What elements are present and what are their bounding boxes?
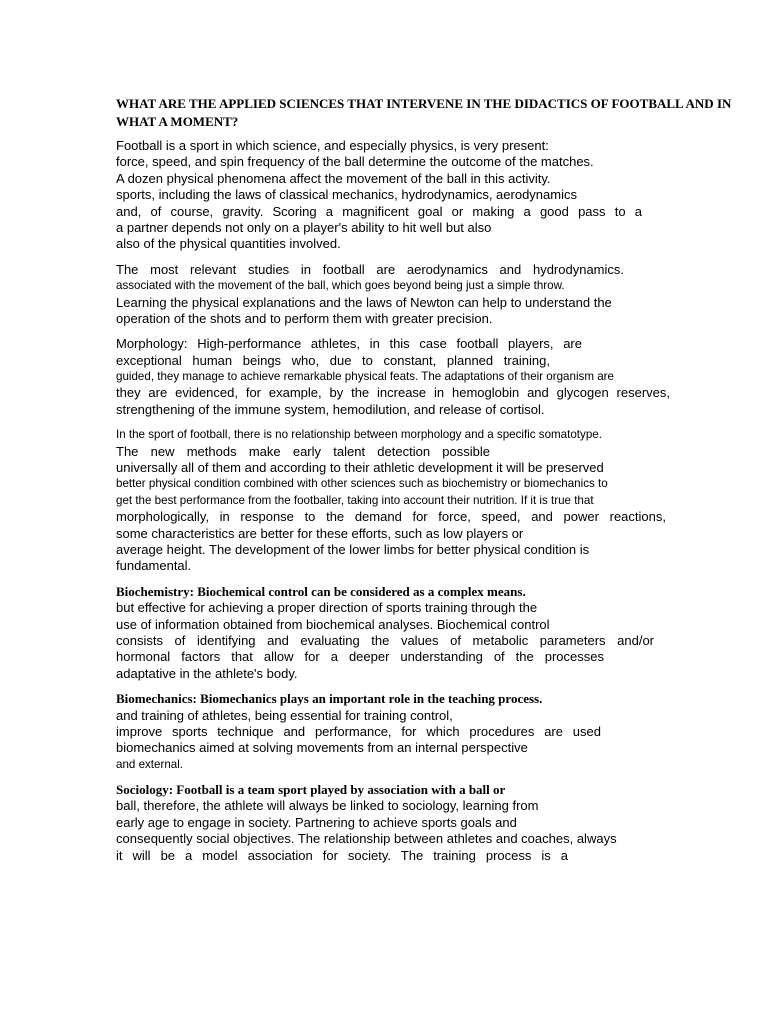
text-line: hormonal factors that allow for a deeper understanding of the processes bbox=[116, 649, 604, 665]
text-line: improve sports technique and performance, for which procedures are used bbox=[116, 723, 601, 739]
text-line: and external. bbox=[116, 757, 184, 771]
text-line: Learning the physical explanations and the laws of Newton can help to understand the bbox=[116, 294, 612, 310]
text-line: biomechanics aimed at solving movements from an internal perspective bbox=[116, 740, 528, 756]
paragraph-somatotype bbox=[116, 427, 686, 575]
text-line: early age to engage in society. Partnering to achieve sports goals and bbox=[116, 814, 517, 830]
text-line: average height. The development of the lower limbs for better physical condition is bbox=[116, 541, 590, 557]
text-line: exceptional human beings who, due to constant, planned training, bbox=[116, 352, 550, 368]
paragraph-morphology bbox=[116, 336, 686, 418]
text-line: universally all of them and according to their athletic development it will be preserved bbox=[116, 460, 604, 476]
section-heading-line: Sociology: Football is a team sport played by association with a ball or bbox=[116, 782, 506, 798]
document-page bbox=[116, 95, 732, 873]
text-line: Football is a sport in which science, and especially physics, is very present: bbox=[116, 138, 549, 153]
text-line: A dozen physical phenomena affect the movement of the ball in this activity. bbox=[116, 170, 551, 186]
text-line: it will be a model association for society. The training process is a bbox=[116, 847, 568, 863]
text-line: fundamental. bbox=[116, 558, 192, 574]
section-heading-line: Biochemistry: Biochemical control can be considered as a complex means. bbox=[116, 583, 526, 599]
text-line: consequently social objectives. The relationship between athletes and coaches, always bbox=[116, 831, 617, 847]
paragraph-aerodynamics bbox=[116, 262, 686, 328]
text-line: The new methods make early talent detection possible bbox=[116, 443, 490, 459]
text-line: ball, therefore, the athlete will always be linked to sociology, learning from bbox=[116, 798, 539, 814]
text-line: force, speed, and spin frequency of the ball determine the outcome of the matches. bbox=[116, 154, 594, 170]
document-title bbox=[116, 95, 732, 131]
text-line: associated with the movement of the ball, which goes beyond being just a simple throw. bbox=[116, 279, 565, 293]
text-line: but effective for achieving a proper direction of sports training through the bbox=[116, 600, 538, 616]
paragraph-physics bbox=[116, 138, 686, 253]
text-line: a partner depends not only on a player's ability to hit well but also bbox=[116, 219, 492, 235]
text-line: and, of course, gravity. Scoring a magnificent goal or making a good pass to a bbox=[116, 203, 642, 219]
text-line: In the sport of football, there is no relationship between morphology and a specific somatotype. bbox=[116, 428, 602, 442]
text-line: strengthening of the immune system, hemodilution, and release of cortisol. bbox=[116, 401, 545, 417]
paragraph-biomechanics bbox=[116, 691, 686, 773]
text-line: better physical condition combined with other sciences such as biochemistry or biomechanics to bbox=[116, 477, 608, 491]
text-line: morphologically, in response to the demand for force, speed, and power reactions, bbox=[116, 509, 666, 525]
text-line: get the best performance from the footballer, taking into account their nutrition. If it is true that bbox=[116, 493, 594, 507]
text-line: adaptative in the athlete's body. bbox=[116, 665, 298, 681]
text-line: and training of athletes, being essential for training control, bbox=[116, 707, 453, 723]
text-line: sports, including the laws of classical mechanics, hydrodynamics, aerodynamics bbox=[116, 187, 577, 203]
text-line: they are evidenced, for example, by the increase in hemoglobin and glycogen reserves, bbox=[116, 385, 670, 401]
title-line: WHAT ARE THE APPLIED SCIENCES THAT INTERVENE IN THE DIDACTICS OF FOOTBALL AND IN bbox=[116, 96, 732, 111]
text-line: The most relevant studies in football are aerodynamics and hydrodynamics. bbox=[116, 261, 624, 277]
text-line: some characteristics are better for these efforts, such as low players or bbox=[116, 525, 524, 541]
paragraph-biochemistry bbox=[116, 584, 686, 682]
text-line: use of information obtained from biochemical analyses. Biochemical control bbox=[116, 616, 550, 632]
text-line: guided, they manage to achieve remarkable physical feats. The adaptations of their organism are bbox=[116, 370, 614, 384]
section-heading-line: Biomechanics: Biomechanics plays an important role in the teaching process. bbox=[116, 691, 543, 707]
text-line: operation of the shots and to perform them with greater precision. bbox=[116, 310, 493, 326]
text-line: consists of identifying and evaluating the values of metabolic parameters and/or bbox=[116, 632, 654, 648]
text-line: also of the physical quantities involved. bbox=[116, 236, 341, 252]
paragraph-sociology bbox=[116, 782, 686, 864]
text-line: Morphology: High-performance athletes, in this case football players, are bbox=[116, 336, 582, 352]
title-line: WHAT A MOMENT? bbox=[116, 114, 239, 129]
